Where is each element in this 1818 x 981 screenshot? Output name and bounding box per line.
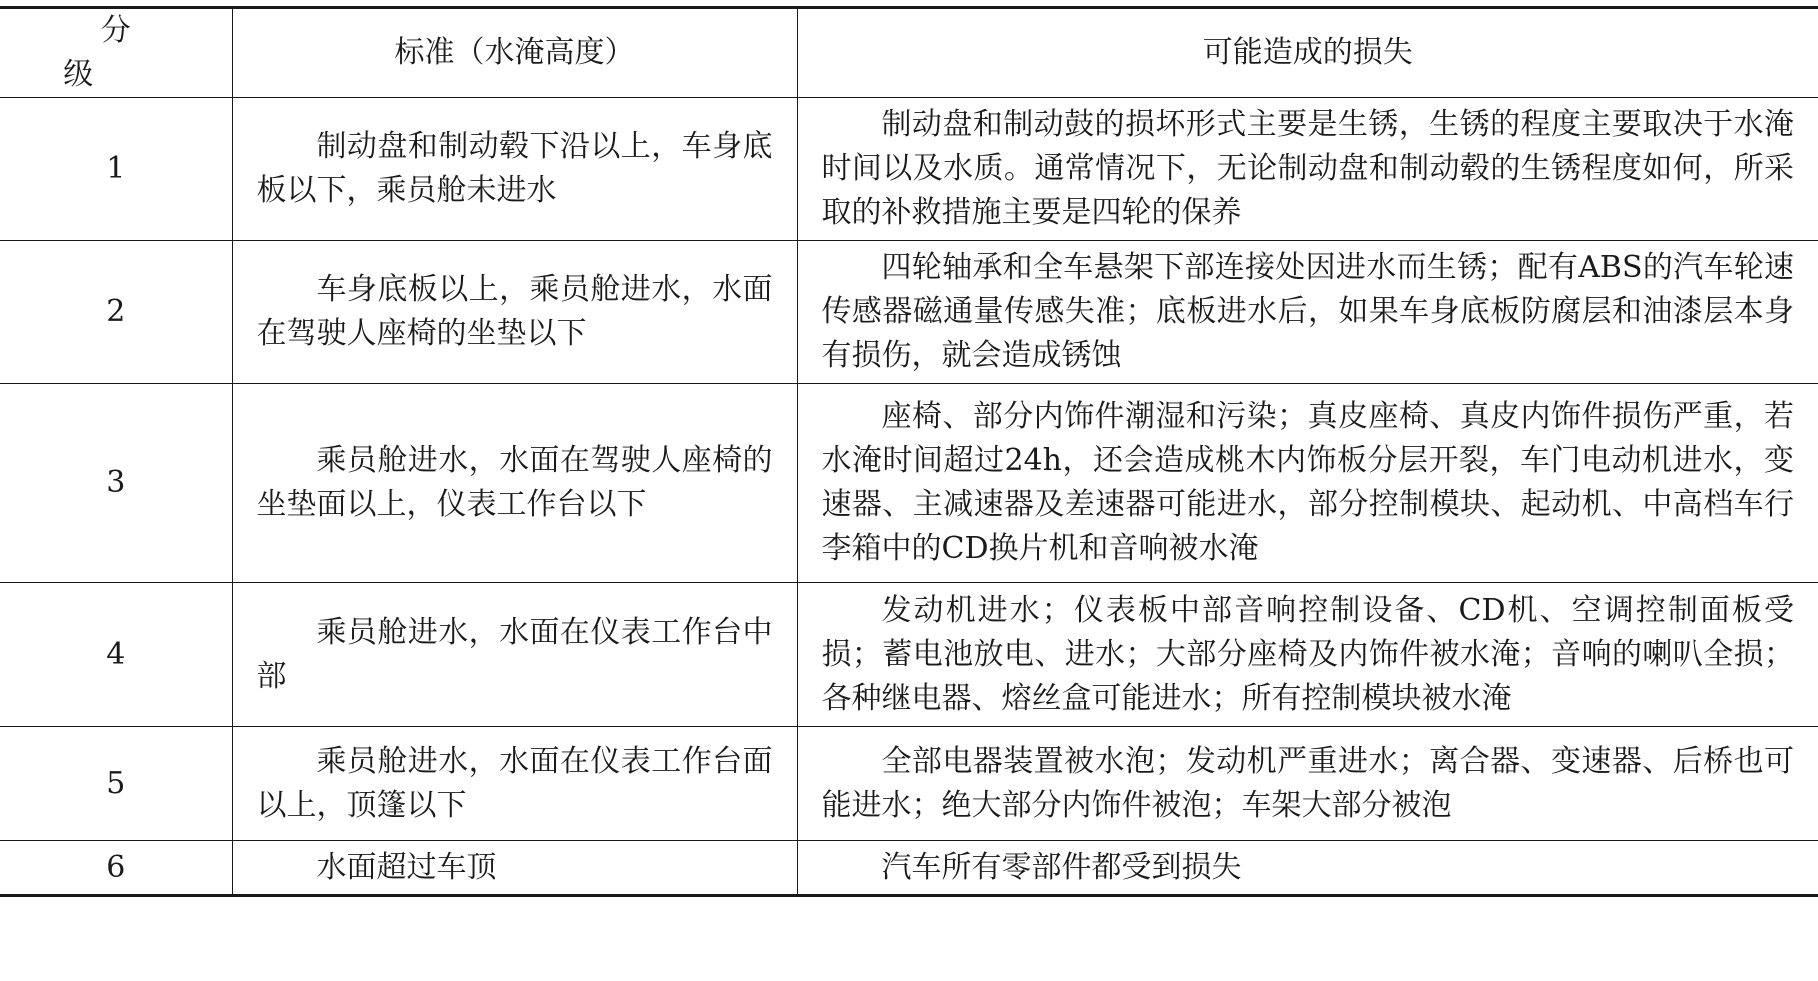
loss-cell: 汽车所有零部件都受到损失	[797, 841, 1818, 896]
level-cell: 3	[0, 384, 232, 583]
table-row	[0, 583, 1818, 727]
header-level-label: 分级	[63, 13, 206, 92]
table-row	[0, 727, 1818, 841]
criterion-cell: 制动盘和制动毂下沿以上，车身底板以下，乘员舱未进水	[232, 98, 797, 241]
header-level	[0, 8, 232, 98]
loss-cell: 座椅、部分内饰件潮湿和污染；真皮座椅、真皮内饰件损伤严重，若水淹时间超过24h，还会造成桃木内饰板分层开裂，车门电动机进水，变速器、主减速器及差速器可能进水，部分控制模块、起动机、中高档车行李箱中的CD换片机和音响被水淹	[797, 384, 1818, 583]
criterion-cell: 乘员舱进水，水面在仪表工作台中部	[232, 583, 797, 727]
loss-cell: 四轮轴承和全车悬架下部连接处因进水而生锈；配有ABS的汽车轮速传感器磁通量传感失准；底板进水后，如果车身底板防腐层和油漆层本身有损伤，就会造成锈蚀	[797, 241, 1818, 384]
loss-cell: 全部电器装置被水泡；发动机严重进水；离合器、变速器、后桥也可能进水；绝大部分内饰件被泡；车架大部分被泡	[797, 727, 1818, 841]
table-row	[0, 98, 1818, 241]
table-row	[0, 841, 1818, 896]
level-cell: 4	[0, 583, 232, 727]
loss-cell: 制动盘和制动鼓的损坏形式主要是生锈，生锈的程度主要取决于水淹时间以及水质。通常情况下，无论制动盘和制动毂的生锈程度如何，所采取的补救措施主要是四轮的保养	[797, 98, 1818, 241]
loss-cell: 发动机进水；仪表板中部音响控制设备、CD机、空调控制面板受损；蓄电池放电、进水；大部分座椅及内饰件被水淹；音响的喇叭全损；各种继电器、熔丝盒可能进水；所有控制模块被水淹	[797, 583, 1818, 727]
level-cell: 5	[0, 727, 232, 841]
header-criterion: 标准（水淹高度）	[232, 8, 797, 98]
criterion-cell: 水面超过车顶	[232, 841, 797, 896]
level-cell: 1	[0, 98, 232, 241]
criterion-cell: 车身底板以上，乘员舱进水，水面在驾驶人座椅的坐垫以下	[232, 241, 797, 384]
level-cell: 2	[0, 241, 232, 384]
header-loss: 可能造成的损失	[797, 8, 1818, 98]
flood-damage-table	[0, 6, 1818, 897]
level-cell: 6	[0, 841, 232, 896]
table-body	[0, 98, 1818, 896]
criterion-cell: 乘员舱进水，水面在驾驶人座椅的坐垫面以上，仪表工作台以下	[232, 384, 797, 583]
table-header-row	[0, 8, 1818, 98]
table-header	[0, 8, 1818, 98]
table-row	[0, 384, 1818, 583]
table-row	[0, 241, 1818, 384]
criterion-cell: 乘员舱进水，水面在仪表工作台面以上，顶篷以下	[232, 727, 797, 841]
